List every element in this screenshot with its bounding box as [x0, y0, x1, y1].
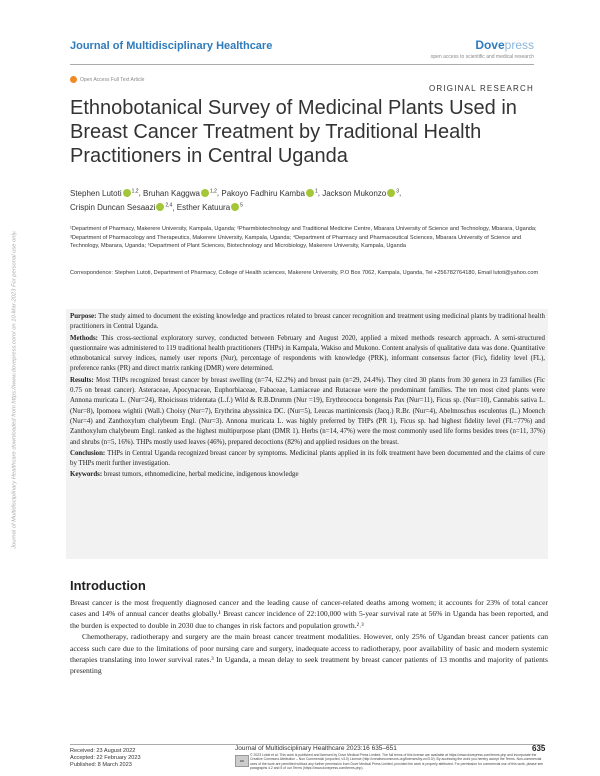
correspondence: Correspondence: Stephen Lutoti, Department of Pharmacy, College of Health sciences, Makerere University, P.O Box 7062, Kampala, Uganda, Tel +256782764180, Email lutoti@yahoo.com [70, 270, 539, 276]
author[interactable]: Stephen Lutoti $^{1,2}$ [70, 188, 139, 198]
affiliations: ¹Department of Pharmacy, Makerere University, Kampala, Uganda; ²Pharmbiotechnology and Traditional Medicine Centre, Mbarara University of Science and Technology, Mbarara, Uganda; ³Department of Pharmacology and Therapeutics, Makerere University, Kampala, Uganda; ⁴Department of Pharmacy and Pharmaceutical Sciences, Mbarara University of Science and Technology, Mbarara, Uganda; ⁵Department of Plant Sciences, Biotechnology and Microbiology, Makerere University, Kampala, Uganda [70, 226, 537, 249]
cc-license-icon[interactable]: cc [235, 755, 249, 767]
abstract-results: Most THPs recognized breast cancer by breast swelling (n=74, 62.2%) and breast pain (n=29, 24.4%). They cited 30 plants from 30 genera in 23 families (Fic 0.75 on breast cancer). Asteraceae, Apocynaceae, Euphorbiaceae, Fabaceae, Lamiaceae and Rutaceae were the predominant families. The ten most cited plants were Annona muricata L. (Nur=24), Rhoicissus tridentata (L.f.) Wild & R.B.Drumm (Nur =19), Erythrococca bongensis Pax (Nur=11), Ficus sp. (Nur=10), Cannabis sativa L. (Nur=8), Ipomoea wightii (Wall.) Choisy (Nur=7), Erythrina abyssinica DC. (Nur=5), Leucas martinicensis (Jacq.) R.Br. (Nur=4), Abelmoschus esculentus (L.) Moench (Nur=4) and Zanthoxylum chalybeum Engl. (Nur=3). Annona muricata L. was highly preferred by THPs (PR 1), Ficus sp. had highest fidelity level (FL=77%) and Zanthoxylum chalybeum Engl. ranked as the highest multipurpose plant (DMR 1). Herbs (n=14, 47%) were the most commonly used life forms besides trees (n=11, 37%) and shrubs (n=5, 16%). THPs mostly used leaves (46%), prepared decoctions (82%) and applied residues on the breast. [70, 376, 545, 446]
author-list: Stephen Lutoti $^{1,2}$, Bruhan Kaggwa $^{1,2}$, Pakoyo Fadhiru Kamba $^1$, Jackson Mukonzo $^3$, Crispin Duncan Sesaazi $^{2,4}$, Esther Katuura $^5$ [70, 188, 402, 213]
abstract-results-label: Results: [70, 376, 94, 384]
orcid-icon[interactable] [231, 203, 239, 211]
abstract-keywords-label: Keywords: [70, 471, 103, 479]
abstract-purpose: The study aimed to document the existing knowledge and practices related to breast cancer recognition and treatment using medicinal plants by traditional health practitioners in Central Uganda. [70, 313, 545, 331]
introduction-paragraph-1: Breast cancer is the most frequently diagnosed cancer and the leading cause of cancer-related deaths among women; it accounts for 23% of total cancer cases and 14% of annual cancer deaths globally.¹ Breast cancer incidence of 22:100,000 with 5-year survival rate at 56% in Uganda has been reported, and the burden is expected to double in 2030 due to changes in risk factors and population growth.²˒³ [70, 598, 548, 630]
abstract-methods-label: Methods: [70, 334, 98, 342]
open-access-label [70, 76, 144, 83]
abstract-conclusion: THPs in Central Uganda recognized breast cancer by symptoms. Medicinal plants applied in its folk treatment have been documented and the claims of cure by THPs merit further investigation. [70, 449, 545, 468]
author[interactable]: Pakoyo Fadhiru Kamba $^1$ [221, 188, 318, 198]
orcid-icon[interactable] [387, 189, 395, 197]
orcid-icon[interactable] [201, 189, 209, 197]
introduction-paragraph-2: Chemotherapy, radiotherapy and surgery are the main breast cancer treatment modalities. However, only 25% of Ugandan breast cancer patients can access such care due to the limitations of poor nursing care and surgery, inadequate access to radiotherapy, poor availability of basic and modern systemic therapies translating into lower survival rates.³ In Uganda, a mean delay to seek treatment by breast cancer patients of 13 months and majority of patients presenting [70, 632, 548, 676]
download-watermark: Journal of Multidisciplinary Healthcare downloaded from https://www.dovepress.com/ on 10-Mar-2023 For personal use only. [11, 230, 18, 549]
publisher-logo[interactable] [475, 38, 534, 52]
orcid-icon[interactable] [156, 203, 164, 211]
abstract-conclusion-label: Conclusion: [70, 449, 106, 457]
license-text: © 2023 Lutoti et al. This work is published and licensed by Dove Medical Press Limited. The full terms of this license are available at https://www.dovepress.com/terms.php and incorporate the Creative Commons Attribution – Non Commercial (unported, v3.0) License (http://creativecommons.org/licenses/by-nc/3.0/). By accessing the work you hereby accept the Terms. Non-commercial uses of the work are permitted without any further permission from Dove Medical Press Limited, provided the work is properly attributed. For permission for commercial use of this work, please see paragraphs 4.2 and 5 of our Terms (https://www.dovepress.com/terms.php). [250, 753, 544, 771]
received-date: Received: 23 August 2022 [70, 748, 136, 754]
page-number: 635 [532, 744, 546, 753]
abstract-methods: This cross-sectional exploratory survey, conducted between February and August 2020, applied a mixed methods research approach. A semi-structured questionnaire was administered to 119 traditional health practitioners (THPs) in Kampala, Wakiso and Mukono. Content analysis of qualitative data was done. Quantitative ethnobotanical survey indices, namely user reports (Nur), percentage of respondents with knowledge (PRK), informant consensus factor (Fic), fidelity level (FL), preference ranks (PR) and direct matrix ranking (DMR) were determined. [70, 334, 545, 373]
publisher-tagline: open access to scientific and medical research [430, 54, 534, 60]
footer-citation[interactable]: Journal of Multidisciplinary Healthcare 2023:16 635–651 [235, 745, 397, 752]
article-section: ORIGINAL RESEARCH [428, 84, 534, 93]
article-title: Ethnobotanical Survey of Medicinal Plants Used in Breast Cancer Treatment by Traditional Health Practitioners in Central Uganda [70, 97, 517, 167]
publisher-logo-dove: Dove [475, 38, 505, 52]
author[interactable]: Jackson Mukonzo $^3$ [322, 188, 400, 198]
orcid-icon[interactable] [306, 189, 314, 197]
abstract-purpose-label: Purpose: [70, 313, 97, 320]
open-access-text: Open Access Full Text Article [80, 76, 145, 83]
introduction-heading: Introduction [70, 578, 146, 593]
abstract [70, 312, 545, 482]
publication-dates [70, 748, 141, 769]
introduction-body [70, 597, 548, 677]
orcid-icon[interactable] [123, 189, 131, 197]
abstract-keywords: breast tumors, ethnomedicine, herbal medicine, indigenous knowledge [103, 471, 299, 479]
accepted-date: Accepted: 22 February 2023 [70, 755, 141, 761]
author[interactable]: Bruhan Kaggwa $^{1,2}$ [143, 188, 217, 198]
published-date: Published: 8 March 2023 [70, 762, 132, 768]
open-access-icon [70, 76, 77, 83]
author[interactable]: Crispin Duncan Sesaazi $^{2,4}$ [70, 202, 173, 213]
header-divider [70, 64, 534, 65]
publisher-logo-press: press [504, 38, 534, 52]
author[interactable]: Esther Katuura $^5$ [176, 202, 243, 213]
journal-name[interactable]: Journal of Multidisciplinary Healthcare [70, 40, 273, 52]
